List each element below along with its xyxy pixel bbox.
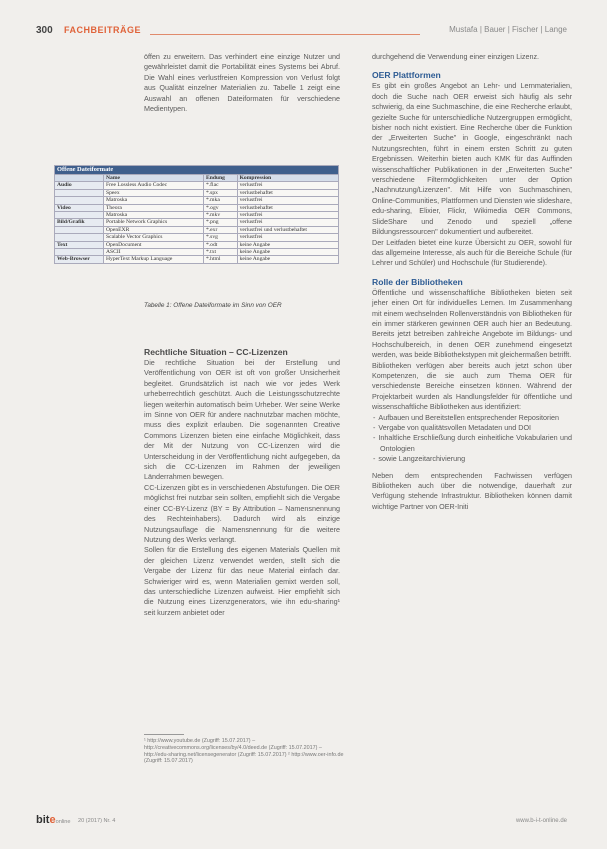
paragraph: CC-Lizenzen gibt es in verschiedenen Abstufungen. Die OER möglichst frei nutzbar sein sollten, empfiehlt sich die Vergabe einer CC-BY-Lizenz (BY = By Attribution – Namensnennung des Rechteinhabers). Dadurch wird als einzige Nutzungsauflage die Namensnennung für die weitere Nutzung des Werks verlangt.	[144, 482, 340, 544]
right-intro-text: durchgehend die Verwendung einer einzigen Lizenz.	[372, 52, 540, 61]
left-intro	[144, 52, 340, 114]
table-cell-compression: keine Angabe	[237, 256, 338, 263]
table-row	[55, 249, 339, 256]
table-cell-name: ASCII	[104, 249, 204, 256]
header-rule	[150, 34, 420, 35]
table-row	[55, 197, 339, 204]
table-row	[55, 212, 339, 219]
footnote-rule	[144, 734, 184, 735]
table-header: Endung	[203, 175, 237, 182]
section-label: FACHBEITRÄGE	[64, 25, 142, 35]
table-header	[55, 175, 104, 182]
table-cell-category	[55, 197, 104, 204]
table-row	[55, 256, 339, 263]
section-title: Rechtliche Situation – CC-Lizenzen	[144, 347, 288, 357]
table-caption: Offene Dateiformate	[55, 166, 339, 175]
table-cell-compression: keine Angabe	[237, 249, 338, 256]
section-title: OER Plattformen	[372, 70, 441, 81]
table-cell-category: Text	[55, 241, 104, 248]
table-cell-extension: *.odt	[203, 241, 237, 248]
table-cell-extension: *.txt	[203, 249, 237, 256]
bit-logo	[36, 814, 71, 826]
paragraph: Es gibt ein großes Angebot an Lehr- und Lernmaterialien, doch die Suche nach OER erweist sich häufig als sehr schwierig, da eine Suchmaschine, die eine Recherche erlaubt, gezielte Suche für unterschiedliche Nutzergruppen ermöglicht, bisher noch nicht existiert. Eine Recherche über die Funktion der „Erweiterten Suche" in Google, eingeschränkt nach Nutzungsrechten, führt in einem ersten Schritt zu guten Ergebnissen. Weiterhin bieten auch KMK für das Auffinden wissenschaftlicher Publikationen in der „Erweiterten Suche" verschiedene Filtermöglichkeiten unter der Option „Nachnutzung/Lizenzen". Mit Hilfe von Suchmaschinen, Online-Communities, Plattformen und Diensten wie slideshare, edu-sharing, Elixier, Flickr, Wikimedia OER Commons, SlideShare und Zenodo und speziell „offene Bildungsressourcen" dokumentiert und aufbereitet.	[372, 81, 572, 237]
table-cell-extension: *.mkv	[203, 212, 237, 219]
table-cell-extension: *.svg	[203, 234, 237, 241]
left-intro-text: öffen zu erweitern. Das verhindert eine einzige Nutzer und gewährleistet damit die Portabilität eines Systems bei Abruf. Die Wahl eines verlustfreien Kompression von Verlust folgt aus Qualität einzelner Materialien zu. Tabelle 1 zeigt eine Auswahl an offenen Dateiformaten für verschiedene Medientypen.	[144, 52, 340, 114]
logo-prefix: bit	[36, 814, 50, 826]
table-cell-compression: verlustfrei	[237, 182, 338, 189]
table-row	[55, 226, 339, 233]
authors: Mustafa | Bauer | Fischer | Lange	[449, 25, 567, 34]
left-body	[144, 347, 340, 618]
table-cell-extension: *.mka	[203, 197, 237, 204]
table-cell-category: Audio	[55, 182, 104, 189]
list-item: - Inhaltliche Erschließung durch einheitliche Vokabularien und Ontologien	[380, 433, 572, 454]
table-row	[55, 189, 339, 196]
page-number: 300	[36, 25, 53, 36]
paragraph: Der Leitfaden bietet eine kurze Übersicht zu OER, sowohl für das allgemeine Interesse, als auch für die Bereiche Schule (für Lehrer und Schüler) und Hochschule (für Studierende).	[372, 237, 572, 268]
table-cell-name: Portable Network Graphics	[104, 219, 204, 226]
logo-tag: online	[55, 819, 71, 825]
table-header: Kompression	[237, 175, 338, 182]
table-cell-compression: keine Angabe	[237, 241, 338, 248]
list-item: - Vergabe von qualitätsvollen Metadaten und DOI	[380, 423, 572, 433]
table-row	[55, 241, 339, 248]
table-cell-compression: verlustbehaftet	[237, 189, 338, 196]
issue-info: 20 (2017) Nr. 4	[78, 818, 116, 824]
table-cell-name: HyperText Markup Language	[104, 256, 204, 263]
table-cell-category: Web-Browser	[55, 256, 104, 263]
table-cell-extension: *.png	[203, 219, 237, 226]
paragraph: Sollen für die Erstellung des eigenen Materials Quellen mit der gleichen Lizenz verwendet werden, stellt sich die Vergabe der Lizenz für das neue Material einfach dar. Schwieriger wird es, wenn Materialien gemixt werden soll, das unterschiedliche Lizenzen aufweist. Hier empfiehlt sich die Nutzung eines Lizenzgenerators, wie ihn edu-sharing¹ seit kurzem anbietet oder	[144, 545, 340, 617]
footnotes: ¹ http://www.youtube.de (Zugriff: 15.07.2017) – http://creativecommons.org/licenses/by/4.0/deed.de (Zugriff: 15.07.2017) – http://edu-sharing.net/licensegenerator (Zugriff: 15.07.2017) ² http://www.oer-info.de (Zugriff: 15.07.2017)	[144, 738, 344, 765]
table-cell-category: Video	[55, 204, 104, 211]
website-url: www.b-i-t-online.de	[515, 818, 567, 824]
table-cell-name: OpenEXR	[104, 226, 204, 233]
table-cell-compression: verlustfrei	[237, 219, 338, 226]
section-title: Rolle der Bibliotheken	[372, 276, 463, 287]
table-header-row	[55, 175, 339, 182]
table-cell-category: Bild/Grafik	[55, 219, 104, 226]
table-cell-name: Matroska	[104, 212, 204, 219]
table-row	[55, 182, 339, 189]
table-cell-extension: *.spx	[203, 189, 237, 196]
table-cell-compression: verlustbehaftet	[237, 204, 338, 211]
formats-table	[54, 165, 339, 264]
table-cell-compression: verlustfrei	[237, 212, 338, 219]
paragraph: Bibliotheken verfügen aber bereits auch jetzt schon über Kompetenzen, die sie auch zum Thema OER für verschiedenste Bereiche einsetzen können. Während der Projektarbeit wurden als Handlungsfelder für öffentliche und wissenschaftliche Bibliotheken aus identifiziert:	[372, 360, 572, 412]
table-cell-compression: verlustfrei und verlustbehaftet	[237, 226, 338, 233]
logo-suffix: e	[49, 814, 56, 826]
table-cell-compression: verlustfrei	[237, 234, 338, 241]
table-row	[55, 234, 339, 241]
table-cell-extension: *.exr	[203, 226, 237, 233]
table-cell-name: Speex	[104, 189, 204, 196]
table-cell-extension: *.flac	[203, 182, 237, 189]
table-cell-extension: *.ogv	[203, 204, 237, 211]
table-header: Name	[104, 175, 204, 182]
paragraph: Neben dem entsprechenden Fachwissen verfügen Bibliotheken auch über die notwendige, dauerhaft zur Verfügung stehende Infrastruktur. Bibliotheken können damit wichtige Partner von OER-Initi	[372, 470, 572, 511]
list-item: - sowie Langzeitarchivierung	[380, 454, 572, 464]
page-header	[0, 0, 607, 46]
table-cell-category	[55, 226, 104, 233]
table-cell-name: Scalable Vector Graphics	[104, 234, 204, 241]
table-cell-name: Matroska	[104, 197, 204, 204]
table-caption-text: Tabelle 1: Offene Dateiformate im Sinn von OER	[144, 302, 282, 309]
table-cell-extension: *.html	[203, 256, 237, 263]
bullet-list	[372, 413, 572, 465]
table-cell-category	[55, 189, 104, 196]
list-item: - Aufbauen und Bereitstellen entsprechender Repositorien	[380, 413, 572, 423]
table-cell-name: Free Lossless Audio Codec	[104, 182, 204, 189]
table-cell-category	[55, 212, 104, 219]
table-cell-name: Theora	[104, 204, 204, 211]
paragraph: Öffentliche und wissenschaftliche Bibliotheken bieten seit jeher einen Ort für individuelles Lernen. Im Zusammenhang mit einem wechselnden Rollenverständnis von Bibliotheken für ein immer stärkeren gewinnen OER auch hier an Bedeutung. Bereits jetzt betreiben zahlreiche Angebote im Bildungs- und Hochschulbereich, in denen OER zunehmend eingesetzt werden, was beide Bibliothekstypen mit gleichermaßen betrifft.	[372, 287, 572, 360]
table-cell-category	[55, 249, 104, 256]
table-row	[55, 204, 339, 211]
table-cell-name: OpenDocument	[104, 241, 204, 248]
right-column	[372, 52, 572, 512]
table-cell-category	[55, 234, 104, 241]
table-cell-compression: verlustfrei	[237, 197, 338, 204]
table-row	[55, 219, 339, 226]
paragraph: Die rechtliche Situation bei der Erstellung und Veröffentlichung von OER ist oft von großer Unsicherheit begleitet. Grundsätzlich ist nach wie vor jedes Werk urheberrechtlich geschützt. Auch die Leistungsschutzrechte liegen weiterhin automatisch beim Urheber. Wer seine Werke im Sinne von OER für andere nachnutzbar machen möchte, muss dies explizit erlauben. Die sogenannten Creative Commons Lizenzen bieten eine einfache Möglichkeit, dass der Mit der Nutzung von CC-Lizenzen wird die Unterscheidung in der Veröffentlichung nicht aufgegeben, da sich die CC-Lizenzen im Rahmen der jeweiligen Länderrahmen bewegen.	[144, 358, 340, 482]
